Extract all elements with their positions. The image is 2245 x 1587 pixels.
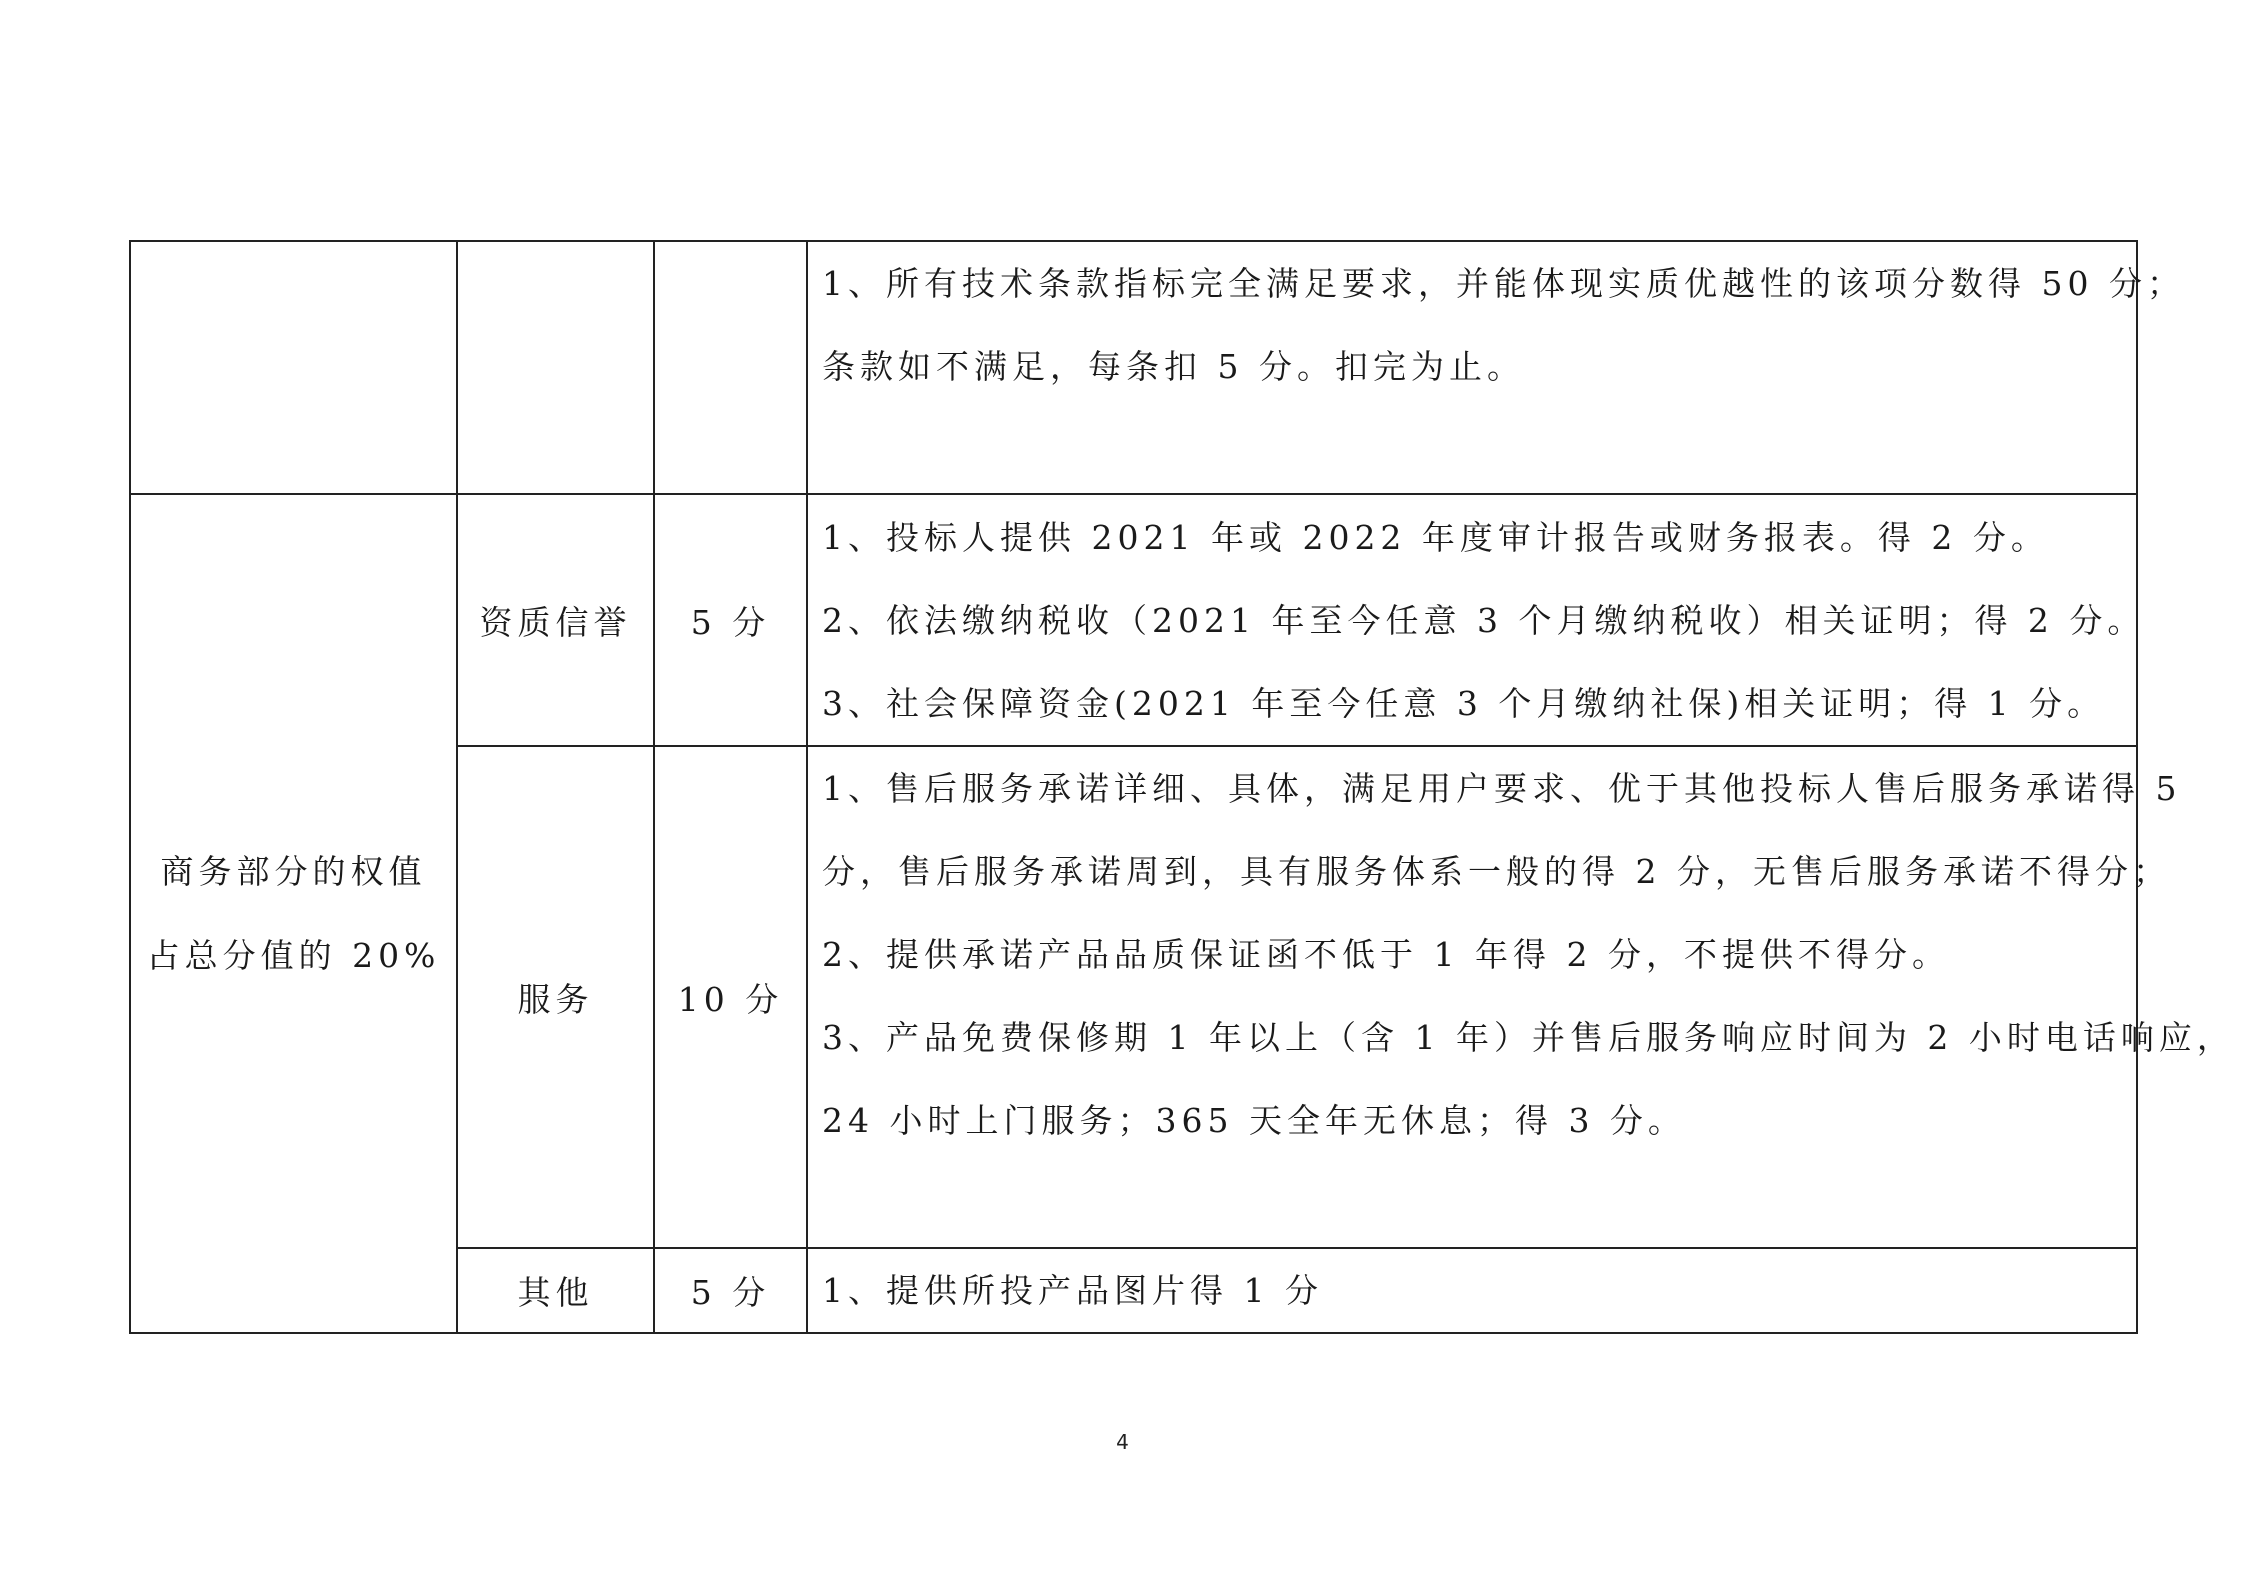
criteria-cell-technical [807, 241, 2185, 494]
category-cell-empty [130, 241, 457, 494]
item-cell-qualification: 资质信誉 [457, 494, 654, 746]
page-number: 4 [1116, 1430, 1129, 1454]
category-cell-business [130, 494, 457, 1333]
category-label-line2: 占总分值的 20% [146, 935, 441, 975]
item-cell-empty [457, 241, 654, 494]
criteria-line: 3、社会保障资金(2021 年至今任意 3 个月缴纳社保)相关证明；得 1 分。 [822, 683, 2106, 723]
score-cell-service: 10 分 [654, 746, 807, 1248]
item-cell-service: 服务 [457, 746, 654, 1248]
table-row-qualification [130, 494, 2137, 746]
criteria-cell-service [807, 746, 2235, 1248]
criteria-line: 24 小时上门服务；365 天全年无休息；得 3 分。 [822, 1101, 1686, 1140]
item-cell-other: 其他 [457, 1248, 654, 1333]
score-cell-other: 5 分 [654, 1248, 807, 1333]
criteria-line: 1、提供所投产品图片得 1 分 [822, 1271, 1323, 1310]
criteria-cell-other [807, 1248, 2137, 1333]
scoring-table [129, 240, 2235, 1334]
criteria-line: 3、产品免费保修期 1 年以上（含 1 年）并售后服务响应时间为 2 小时电话响应， [822, 1018, 2235, 1057]
criteria-line: 1、投标人提供 2021 年或 2022 年度审计报告或财务报表。得 2 分。 [822, 517, 2049, 557]
criteria-cell-qualification [807, 494, 2146, 746]
table-row-technical [130, 241, 2137, 494]
criteria-line: 分，售后服务承诺周到，具有服务体系一般的得 2 分，无售后服务承诺不得分； [822, 852, 2171, 891]
criteria-line: 2、依法缴纳税收（2021 年至今任意 3 个月缴纳税收）相关证明；得 2 分。 [822, 600, 2146, 640]
criteria-line: 1、售后服务承诺详细、具体，满足用户要求、优于其他投标人售后服务承诺得 5 [822, 769, 2182, 808]
score-cell-empty [654, 241, 807, 494]
score-cell-qualification: 5 分 [654, 494, 807, 746]
criteria-line: 2、提供承诺产品品质保证函不低于 1 年得 2 分，不提供不得分。 [822, 935, 1950, 974]
category-label-line1: 商务部分的权值 [160, 851, 427, 891]
criteria-line: 条款如不满足，每条扣 5 分。扣完为止。 [822, 347, 1525, 386]
criteria-line: 1、所有技术条款指标完全满足要求，并能体现实质优越性的该项分数得 50 分； [822, 264, 2185, 303]
